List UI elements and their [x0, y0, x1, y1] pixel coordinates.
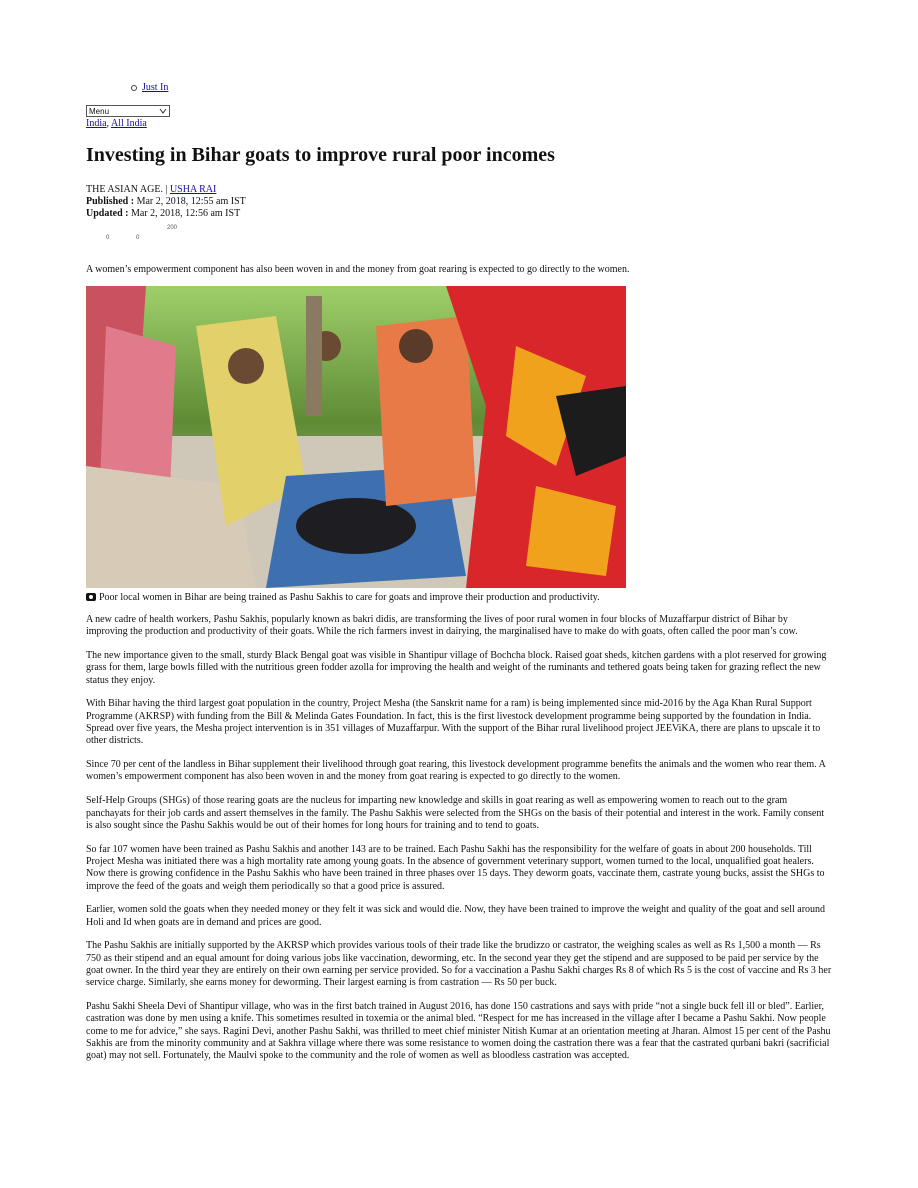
source-label: THE ASIAN AGE. | [86, 184, 170, 195]
chevron-down-icon [159, 106, 167, 119]
article-body [86, 614, 832, 1074]
paragraph: So far 107 women have been trained as Pashu Sakhis and another 143 are to be trained. Each Pashu Sakhi has the responsibility for the welfare of goats in about 200 households. Till Project Mesha was initiated there was a high mortality rate among young goats. In the absence of government veterinary support, women turned to the local, unqualified goat healers. Now there is growing confidence in the Pashu Sakhis who have been trained in three phases over 15 days. They deworm goats, vaccinate them, castrate young bucks, assist the SHGs to improve the feed of the goats and weigh them periodically so that a good price is assured. [86, 843, 825, 892]
category-link-all-india[interactable]: All India [111, 118, 147, 129]
updated-line [86, 208, 246, 220]
published-date: Mar 2, 2018, 12:55 am IST [134, 196, 246, 207]
paragraph: The Pashu Sakhis are initially supported by the AKRSP which provides various tools of their trade like the brudizzo or castrator, the weighing scales as well as Rs 1,500 a month — Rs 750 as their stipend and an equal amount for doing various jobs like vaccination, deworming, etc. In the second year they get the stipend and are supposed to be paid per service by the goat owner. In the third year they are entirely on their own earning per service provided. So for a vaccination a Pashu Sakhi charges Rs 8 of which Rs 5 is the cost of vaccine and Rs 3 her service charge. Similarly, she earns money for deworming. Their largest earning is from castration — Rs 50 per buck. [86, 940, 832, 989]
menu-select-label: Menu [89, 107, 110, 116]
caption-text: Poor local women in Bihar are being trained as Pashu Sakhis to care for goats and improve their production and productivity. [99, 592, 600, 603]
paragraph: Since 70 per cent of the landless in Bihar supplement their livelihood through goat rearing, this livestock development programme benefits the animals and the women who rear them. A women’s empowerment component has also been woven in and the money from goat rearing is expected to go directly to the women. [86, 759, 826, 783]
share-count: 200 [167, 225, 178, 231]
breadcrumb [86, 118, 147, 129]
category-separator: , [106, 118, 111, 129]
share-count: 0 [106, 235, 110, 241]
share-counts [86, 225, 286, 245]
paragraph: The new importance given to the small, sturdy Black Bengal goat was visible in Shantipur village of Bochcha block. Raised goat sheds, kitchen gardens with a plot reserved for growing grass for them, large bowls filled with the nutritious green fodder azolla for improving the health and weight of the ruminants and tethered goats being taken for grazing reflect the new status they enjoy. [86, 650, 827, 686]
article-intro: A women’s empowerment component has also been woven in and the money from goat rearing is expected to go directly to the women. [86, 264, 630, 275]
paragraph: A new cadre of health workers, Pashu Sakhis, popularly known as bakri didis, are transforming the lives of poor rural women in four blocks of Muzaffarpur district of Bihar by improving the production and productivity of their goats. While the rich farmers invest in dairying, the marginalised have to make do with goats, often called the poor man’s cow. [86, 614, 798, 638]
article-meta [86, 184, 246, 220]
article-photo [86, 286, 626, 588]
photo-illustration [86, 286, 626, 588]
author-link[interactable]: USHA RAI [169, 184, 217, 195]
just-in-link[interactable]: Just In [142, 82, 169, 93]
updated-date: Mar 2, 2018, 12:56 am IST [128, 208, 241, 219]
category-link-india[interactable]: India [86, 118, 107, 129]
camera-icon [86, 593, 96, 601]
article-title: Investing in Bihar goats to improve rural poor incomes [86, 144, 555, 166]
menu-select[interactable] [86, 105, 170, 117]
paragraph: Self-Help Groups (SHGs) of those rearing goats are the nucleus for imparting new knowledge and skills in goat rearing as well as empowering women to reach out to the gram panchayats for their job cards and assert themselves in the family. The Pashu Sakhis were selected from the SHGs on the basis of their potential and interest in the work. Family consent is also sought since the Pashu Sakhis would be out of their homes for long hours for training and to tend to goats. [86, 795, 825, 831]
paragraph: With Bihar having the third largest goat population in the country, Project Mesha (the Sanskrit name for a ram) is being implemented since mid-2016 by the Aga Khan Rural Support Programme (AKRSP) with funding from the Bill & Melinda Gates Foundation. In fact, this is the first livestock development programme being supported by the foundation in India. Spread over five years, the Mesha project intervention is in 351 villages of Muzaffarpur. With the support of the Bihar rural livelihood project JEEViKA, there are plans to upscale it to other districts. [86, 698, 821, 747]
published-label: Published : [86, 196, 135, 207]
paragraph: Pashu Sakhi Sheela Devi of Shantipur village, who was in the first batch trained in August 2016, has done 150 castrations and says with pride “not a single buck fell ill or bled”. Earlier, castration was done by men using a knife. This sometimes resulted in toxemia or the animal bled. “Respect for me has increased in the village after I became a Pashu Sakhi. Now people come to me for advice,” she says. Ragini Devi, another Pashu Sakhi, was thrilled to meet chief minister Nitish Kumar at an orientation meeting at Jharan. Almost 15 per cent of the Pashu Sakhis are from the minority community and at Sakhra village where there was some resistance to women doing the castration there was a fear that the castrated qurbani bakri (sacrificial goat) may not sell. Fortunately, the Maulvi spoke to the community and the role of women as well as bloodless castration was accepted. [86, 1001, 831, 1062]
share-count: 0 [136, 235, 140, 241]
byline [86, 184, 246, 196]
updated-label: Updated : [86, 208, 129, 219]
published-line [86, 196, 246, 208]
photo-caption [86, 592, 600, 603]
paragraph: Earlier, women sold the goats when they needed money or they felt it was sick and would die. Now, they have been trained to improve the weight and quality of the goat and sell around Holi and Id when goats are in demand and prices are good. [86, 904, 826, 928]
bullet-icon [131, 85, 137, 91]
nav-just-in [131, 82, 168, 93]
